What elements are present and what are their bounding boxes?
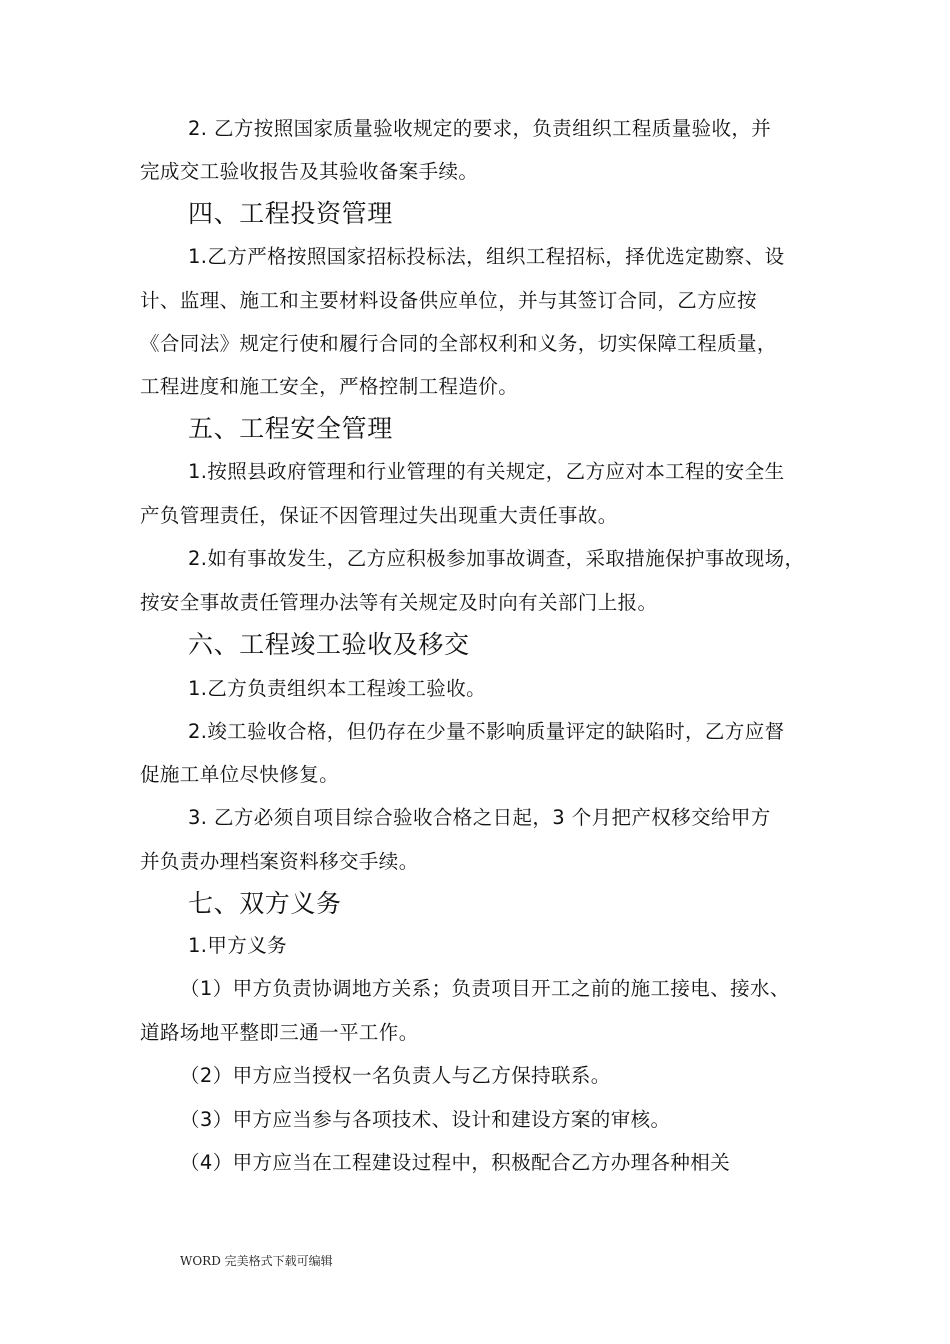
paragraph-first-line: 1.乙方严格按照国家招标投标法，组织工程招标，择优选定勘察、设	[188, 245, 785, 268]
paragraph-first-line: 2.竣工验收合格，但仍存在少量不影响质量评定的缺陷时，乙方应督	[188, 720, 785, 743]
list-item-line: （1）甲方负责协调地方关系；负责项目开工之前的施工接电、接水、	[180, 977, 790, 1000]
paragraph-first-line: 3. 乙方必须自项目综合验收合格之日起，3 个月把产权移交给甲方	[188, 806, 771, 829]
section-heading: 七、双方义务	[188, 889, 342, 918]
paragraph-continuation-line: 完成交工验收报告及其验收备案手续。	[140, 160, 479, 183]
paragraph-continuation-line: 《合同法》规定行使和履行合同的全部权利和义务，切实保障工程质量，	[140, 332, 777, 355]
paragraph-first-line: 2. 乙方按照国家质量验收规定的要求，负责组织工程质量验收，并	[188, 117, 772, 140]
paragraph-first-line: 2.如有事故发生，乙方应积极参加事故调查，采取措施保护事故现场，	[188, 547, 805, 570]
paragraph-continuation-line: 道路场地平整即三通一平工作。	[140, 1021, 419, 1044]
paragraph-first-line: 1.按照县政府管理和行业管理的有关规定，乙方应对本工程的安全生	[188, 460, 785, 483]
list-item-line: （3）甲方应当参与各项技术、设计和建设方案的审核。	[180, 1108, 671, 1131]
page-footer: WORD 完美格式下载可编辑	[180, 1254, 333, 1268]
list-item-line: （2）甲方应当授权一名负责人与乙方保持联系。	[180, 1064, 611, 1087]
list-item-line: （4）甲方应当在工程建设过程中，积极配合乙方办理各种相关	[180, 1151, 731, 1174]
paragraph-continuation-line: 计、监理、施工和主要材料设备供应单位，并与其签订合同，乙方应按	[140, 289, 757, 312]
section-heading: 六、工程竣工验收及移交	[188, 630, 470, 659]
paragraph-continuation-line: 促施工单位尽快修复。	[140, 763, 340, 786]
section-heading: 五、工程安全管理	[188, 414, 393, 443]
paragraph-continuation-line: 并负责办理档案资料移交手续。	[140, 850, 419, 873]
section-heading: 四、工程投资管理	[188, 199, 393, 228]
paragraph-first-line: 1.乙方负责组织本工程竣工验收。	[188, 677, 487, 700]
paragraph-first-line: 1.甲方义务	[188, 934, 288, 957]
paragraph-continuation-line: 工程进度和施工安全，严格控制工程造价。	[140, 375, 519, 398]
paragraph-continuation-line: 按安全事故责任管理办法等有关规定及时向有关部门上报。	[140, 591, 658, 614]
paragraph-continuation-line: 产负管理责任，保证不因管理过失出现重大责任事故。	[140, 504, 618, 527]
